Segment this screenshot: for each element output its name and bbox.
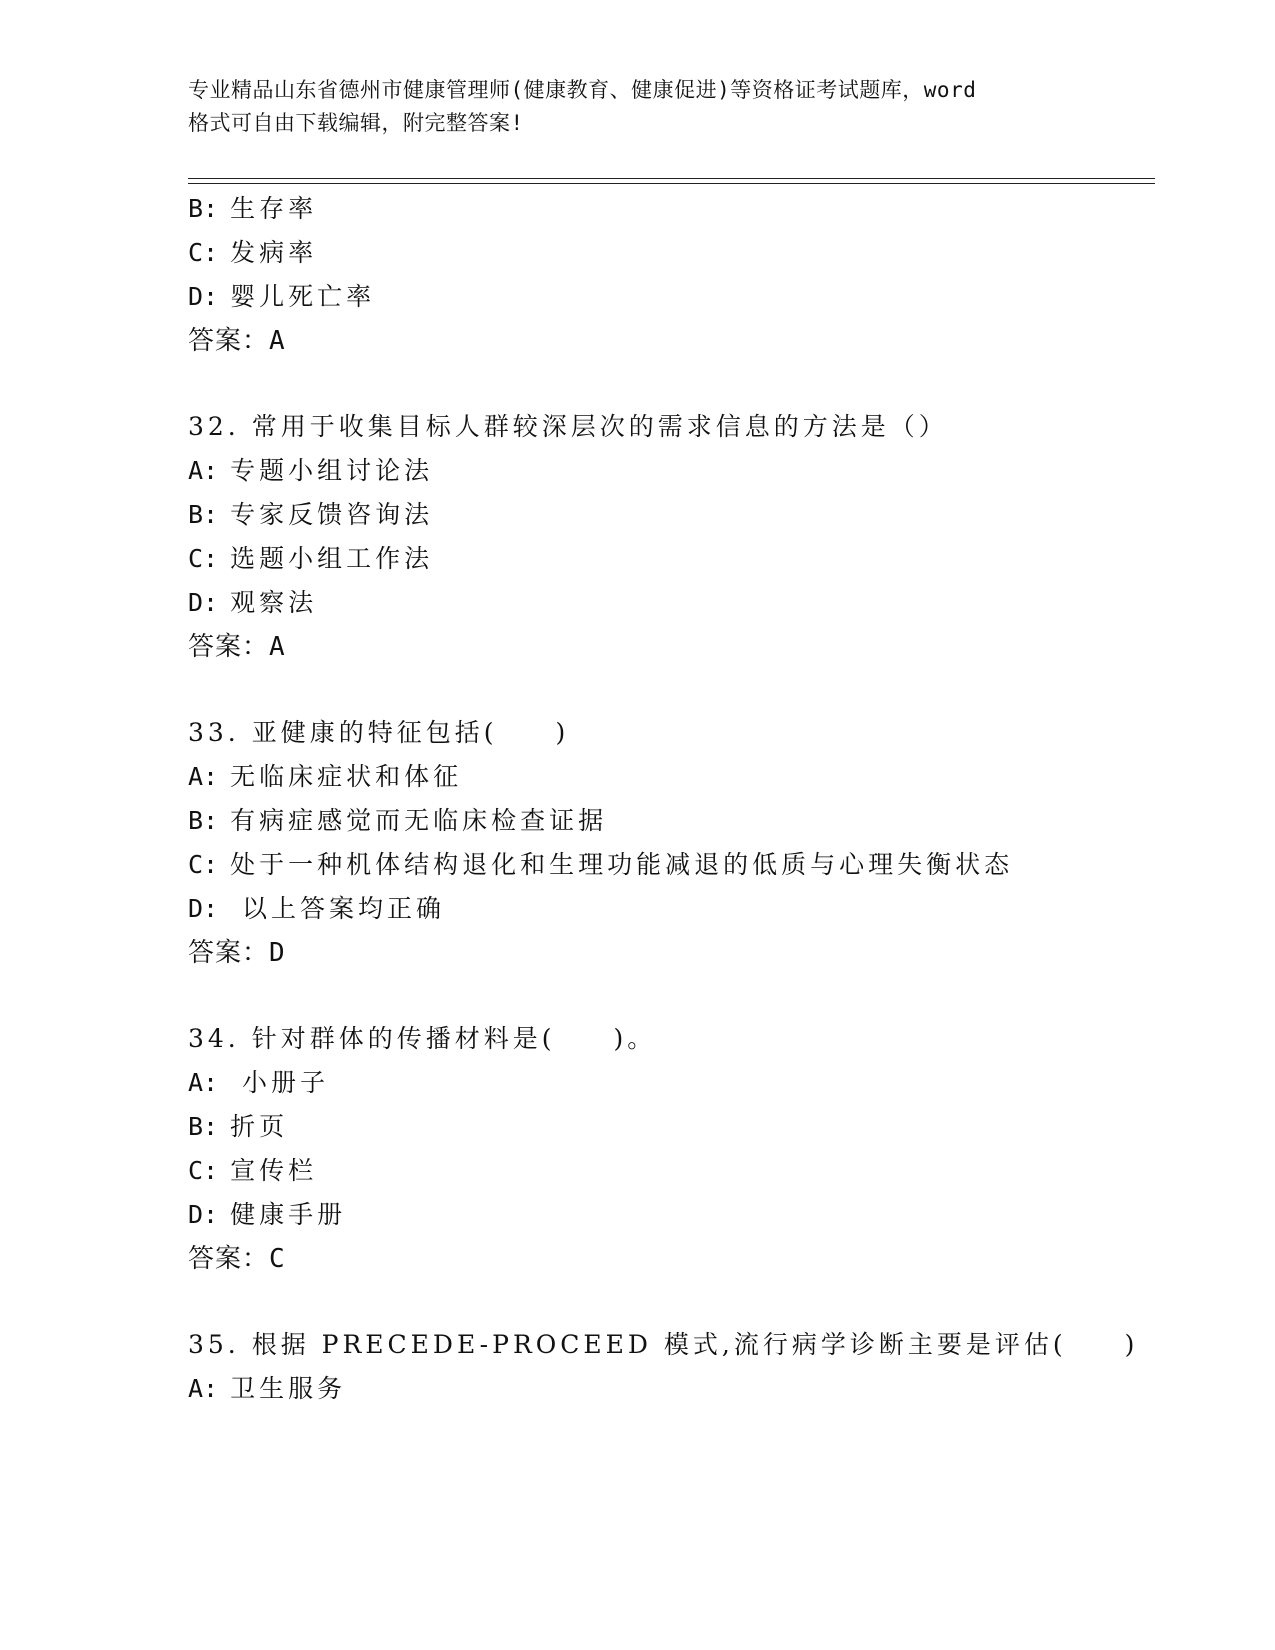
answer-label: 答案： (188, 938, 270, 968)
q32-stem: 32. 常用于收集目标人群较深层次的需求信息的方法是（） (188, 412, 948, 441)
q34-option-d (188, 1200, 346, 1230)
q33-answer (188, 938, 286, 968)
answer-value: A (269, 326, 286, 356)
option-label: C: (188, 1156, 219, 1185)
document-header (188, 74, 1088, 140)
header-line-2: 格式可自由下载编辑，附完整答案! (188, 111, 524, 135)
q33-option-c (188, 850, 1013, 880)
q34-answer (188, 1244, 286, 1274)
answer-label: 答案： (188, 632, 270, 662)
q34-option-a (188, 1068, 329, 1098)
option-text: 专题小组讨论法 (230, 456, 434, 485)
answer-value: D (269, 938, 286, 968)
q33-option-d (188, 894, 445, 924)
q31-answer (188, 326, 286, 356)
q33-option-a (188, 762, 462, 792)
q32-option-d (188, 588, 317, 618)
option-text: 专家反馈咨询法 (230, 500, 434, 529)
option-text: 宣传栏 (230, 1156, 318, 1185)
q35-option-a (188, 1374, 346, 1404)
option-label: C: (188, 238, 219, 267)
header-line-1: 专业精品山东省德州市健康管理师(健康教育、健康促进)等资格证考试题库，word (188, 78, 977, 102)
option-text: 发病率 (230, 238, 318, 267)
option-text: 小册子 (230, 1068, 330, 1097)
option-text: 生存率 (230, 194, 318, 223)
option-text: 有病症感觉而无临床检查证据 (230, 806, 608, 835)
option-text: 折页 (230, 1112, 289, 1141)
q32-option-b (188, 500, 433, 530)
q31-option-d (188, 282, 375, 312)
option-label: D: (188, 1200, 219, 1229)
option-label: C: (188, 544, 219, 573)
option-text: 无临床症状和体征 (230, 762, 463, 791)
option-text: 处于一种机体结构退化和生理功能减退的低质与心理失衡状态 (230, 850, 1014, 879)
option-label: B: (188, 194, 219, 223)
option-label: D: (188, 894, 219, 923)
q33-option-b (188, 806, 607, 836)
q34-stem: 34. 针对群体的传播材料是( )。 (188, 1024, 657, 1053)
q32-option-a (188, 456, 433, 486)
option-text: 选题小组工作法 (230, 544, 434, 573)
q31-option-b (188, 194, 317, 224)
q33-stem: 33. 亚健康的特征包括( ) (188, 718, 570, 747)
q34-option-b (188, 1112, 288, 1142)
q31-option-c (188, 238, 317, 268)
answer-label: 答案： (188, 326, 270, 356)
option-label: A: (188, 1374, 219, 1403)
q35-stem: 35. 根据 PRECEDE-PROCEED 模式,流行病学诊断主要是评估( ) (188, 1330, 1139, 1359)
option-label: C: (188, 850, 219, 879)
header-divider-bottom (188, 183, 1155, 184)
option-label: A: (188, 1068, 219, 1097)
answer-label: 答案： (188, 1244, 270, 1274)
option-text: 以上答案均正确 (230, 894, 446, 923)
option-label: A: (188, 456, 219, 485)
option-text: 健康手册 (230, 1200, 347, 1229)
option-label: A: (188, 762, 219, 791)
answer-value: C (269, 1244, 286, 1274)
option-label: D: (188, 282, 219, 311)
option-label: B: (188, 1112, 219, 1141)
header-divider-top (188, 178, 1155, 179)
option-label: B: (188, 500, 219, 529)
option-text: 婴儿死亡率 (230, 282, 376, 311)
answer-value: A (269, 632, 286, 662)
q34-option-c (188, 1156, 317, 1186)
option-text: 观察法 (230, 588, 318, 617)
option-label: B: (188, 806, 219, 835)
q32-option-c (188, 544, 433, 574)
option-text: 卫生服务 (230, 1374, 347, 1403)
q32-answer (188, 632, 286, 662)
option-label: D: (188, 588, 219, 617)
